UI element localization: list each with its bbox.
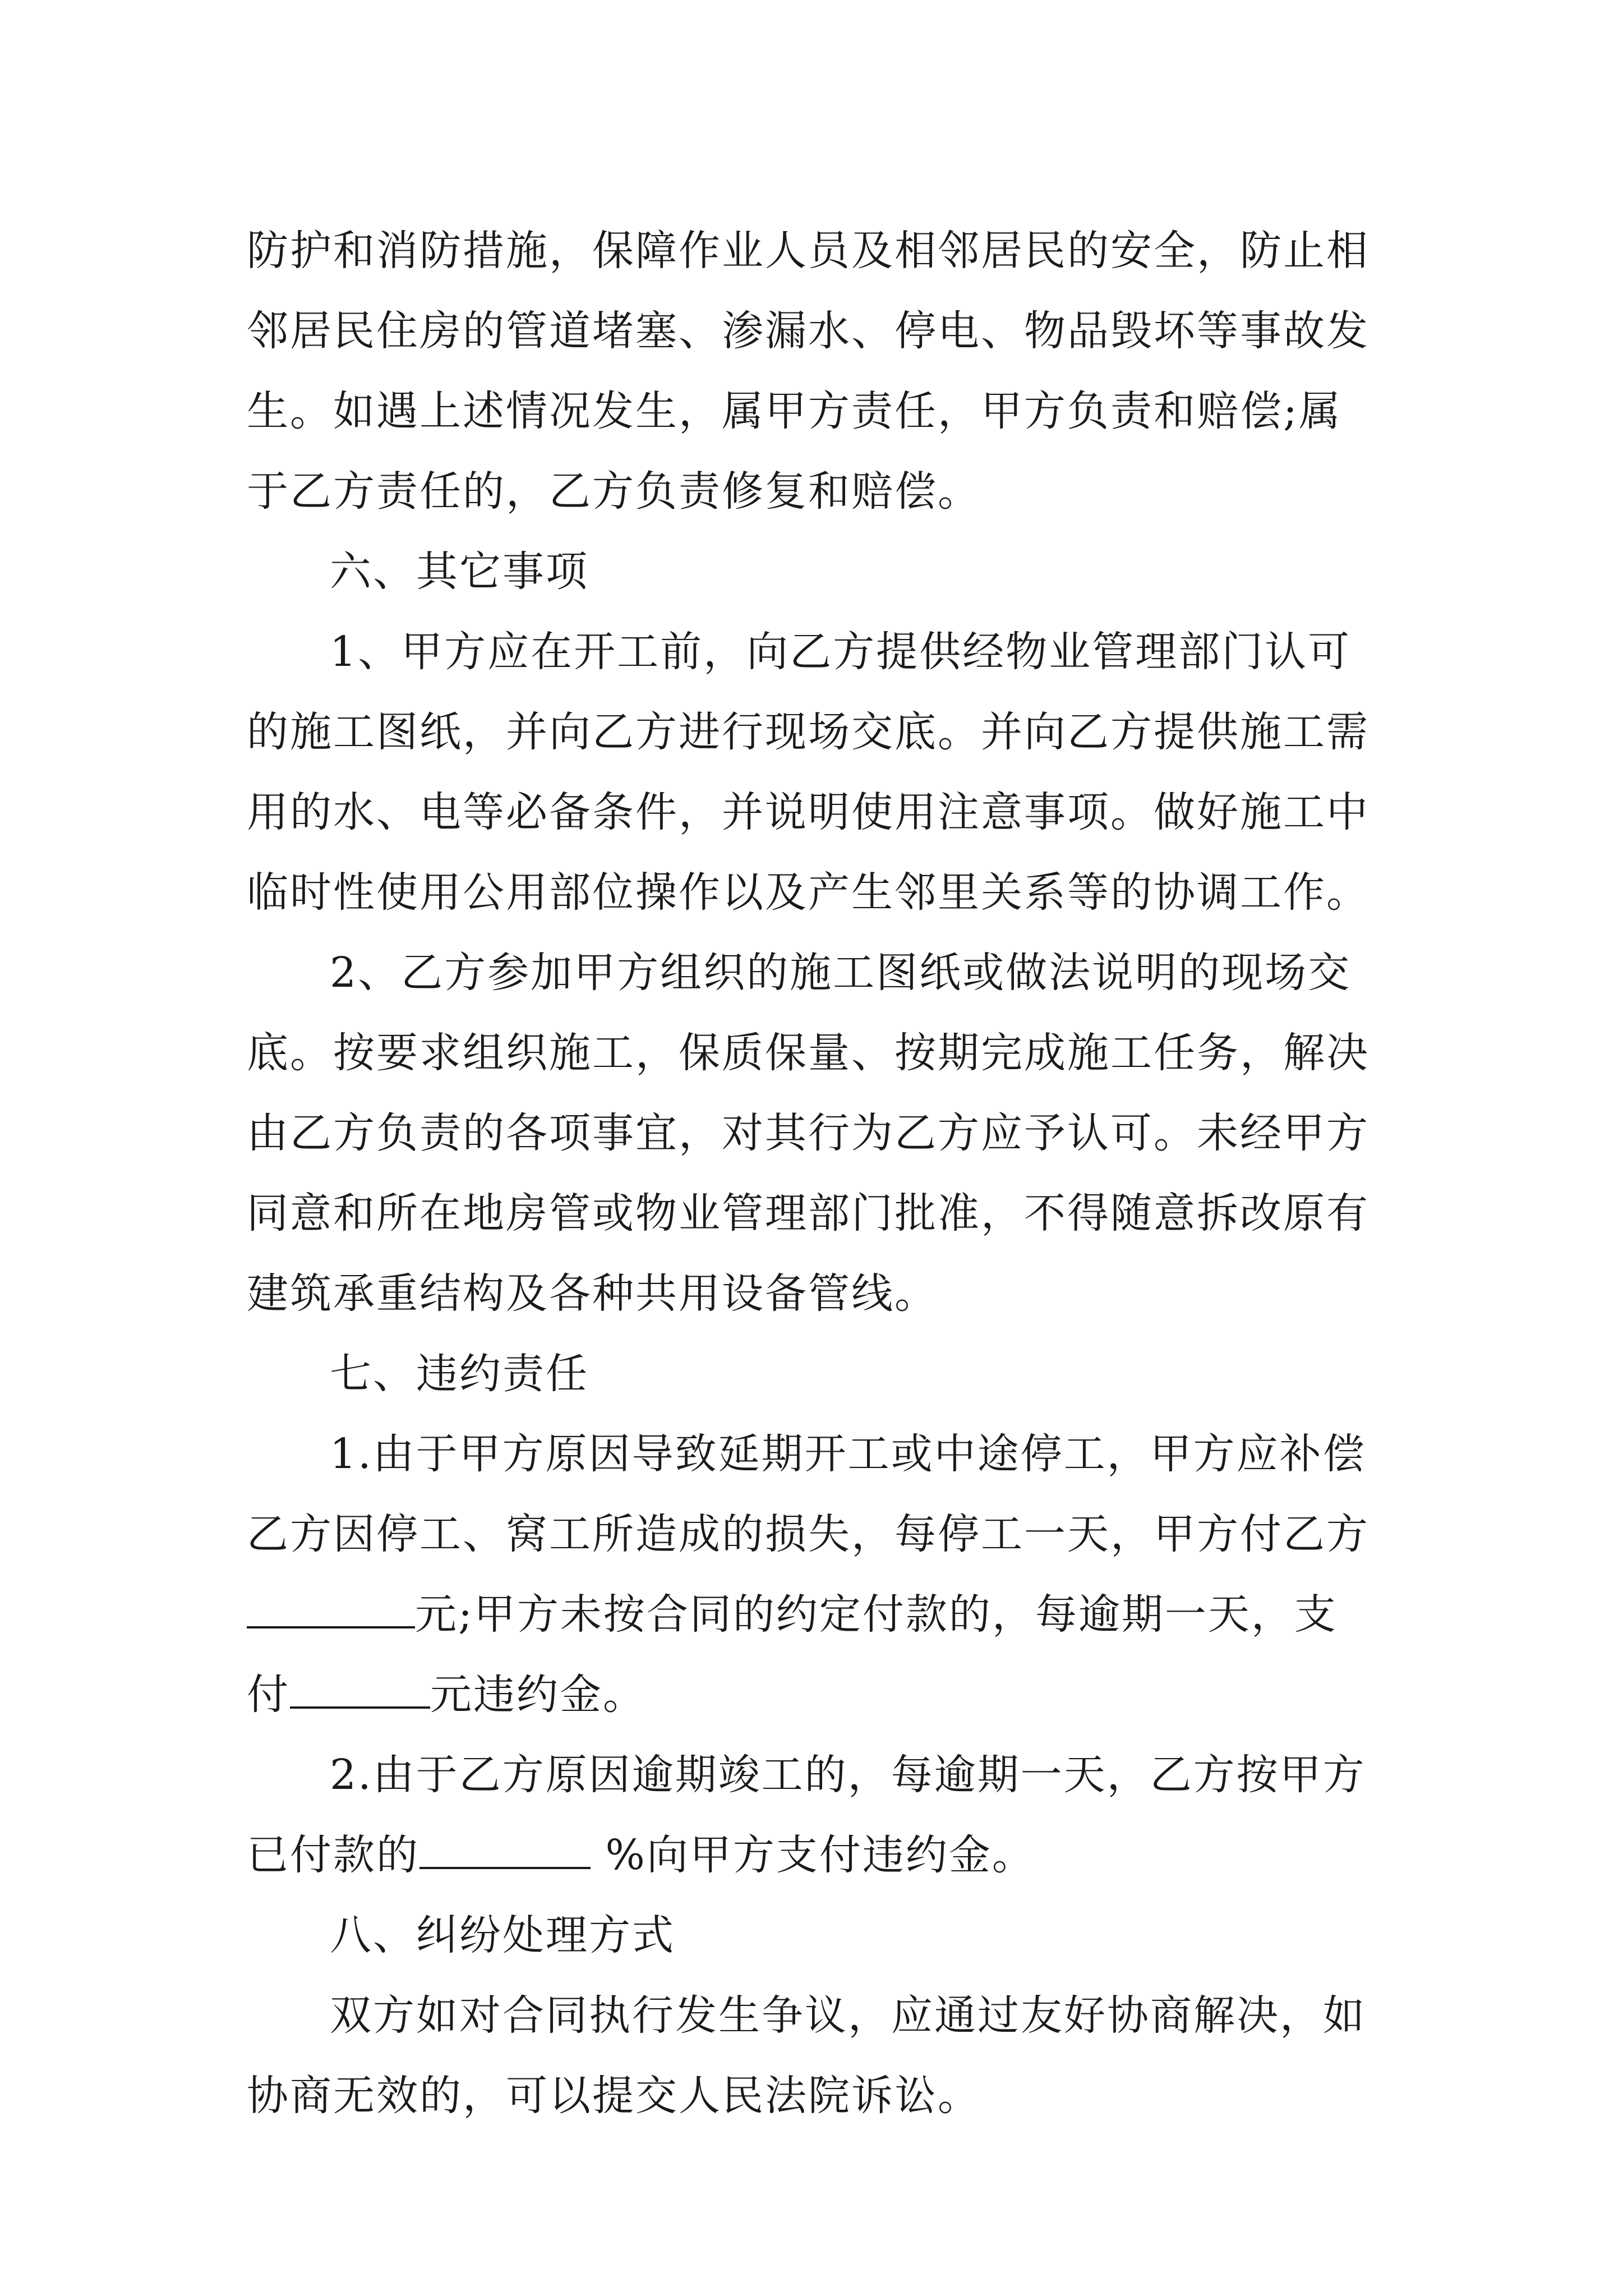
- paragraph-line: 1.由于甲方原因导致延期开工或中途停工，甲方应补偿: [330, 1430, 1366, 1478]
- paragraph-text: 付: [247, 1671, 290, 1719]
- paragraph-line: 由乙方负责的各项事宜，对其行为乙方应予认可。未经甲方: [247, 1109, 1370, 1157]
- paragraph-line: 生。如遇上述情况发生，属甲方责任，甲方负责和赔偿;属: [247, 387, 1342, 435]
- fill-in-blank[interactable]: [247, 1587, 415, 1628]
- paragraph-line: 防护和消防措施，保障作业人员及相邻居民的安全，防止相: [247, 227, 1370, 275]
- paragraph-line: [247, 1655, 1380, 1735]
- paragraph-line: 2.由于乙方原因逾期竣工的，每逾期一天，乙方按甲方: [330, 1751, 1366, 1799]
- paragraph-line: 乙方因停工、窝工所造成的损失，每停工一天，甲方付乙方: [247, 1510, 1370, 1558]
- paragraph-line: 1、甲方应在开工前，向乙方提供经物业管理部门认可: [330, 628, 1352, 676]
- paragraph-text: 元;甲方未按合同的约定付款的，每逾期一天，支: [415, 1590, 1338, 1639]
- paragraph-line: 用的水、电等必备条件，并说明使用注意事项。做好施工中: [247, 788, 1370, 836]
- fill-in-blank[interactable]: [419, 1828, 591, 1869]
- paragraph-text: 元违约金。: [430, 1671, 646, 1719]
- paragraph-line: 的施工图纸，并向乙方进行现场交底。并向乙方提供施工需: [247, 708, 1370, 756]
- section-heading-6: 六、其它事项: [330, 547, 589, 596]
- paragraph-line: [247, 1815, 1380, 1895]
- paragraph-line: 2、乙方参加甲方组织的施工图纸或做法说明的现场交: [330, 949, 1352, 997]
- paragraph-line: 底。按要求组织施工，保质保量、按期完成施工任务，解决: [247, 1029, 1370, 1077]
- paragraph-text: 已付款的: [247, 1831, 419, 1879]
- paragraph-line: 邻居民住房的管道堵塞、渗漏水、停电、物品毁坏等事故发: [247, 307, 1370, 355]
- paragraph-line: 于乙方责任的，乙方负责修复和赔偿。: [247, 467, 981, 516]
- paragraph-line: 建筑承重结构及各种共用设备管线。: [247, 1269, 938, 1318]
- paragraph-text: %向甲方支付违约金。: [591, 1831, 1035, 1879]
- paragraph-line: 临时性使用公用部位操作以及产生邻里关系等的协调工作。: [247, 868, 1370, 917]
- paragraph-line: [247, 1575, 1380, 1655]
- paragraph-line: 协商无效的，可以提交人民法院诉讼。: [247, 2072, 981, 2120]
- paragraph-line: 同意和所在地房管或物业管理部门批准，不得随意拆改原有: [247, 1189, 1370, 1237]
- fill-in-blank[interactable]: [290, 1667, 430, 1709]
- section-heading-8: 八、纠纷处理方式: [330, 1911, 675, 1959]
- section-heading-7: 七、违约责任: [330, 1350, 589, 1398]
- contract-text: [247, 211, 1380, 2136]
- paragraph-line: 双方如对合同执行发生争议，应通过友好协商解决，如: [330, 1991, 1366, 2040]
